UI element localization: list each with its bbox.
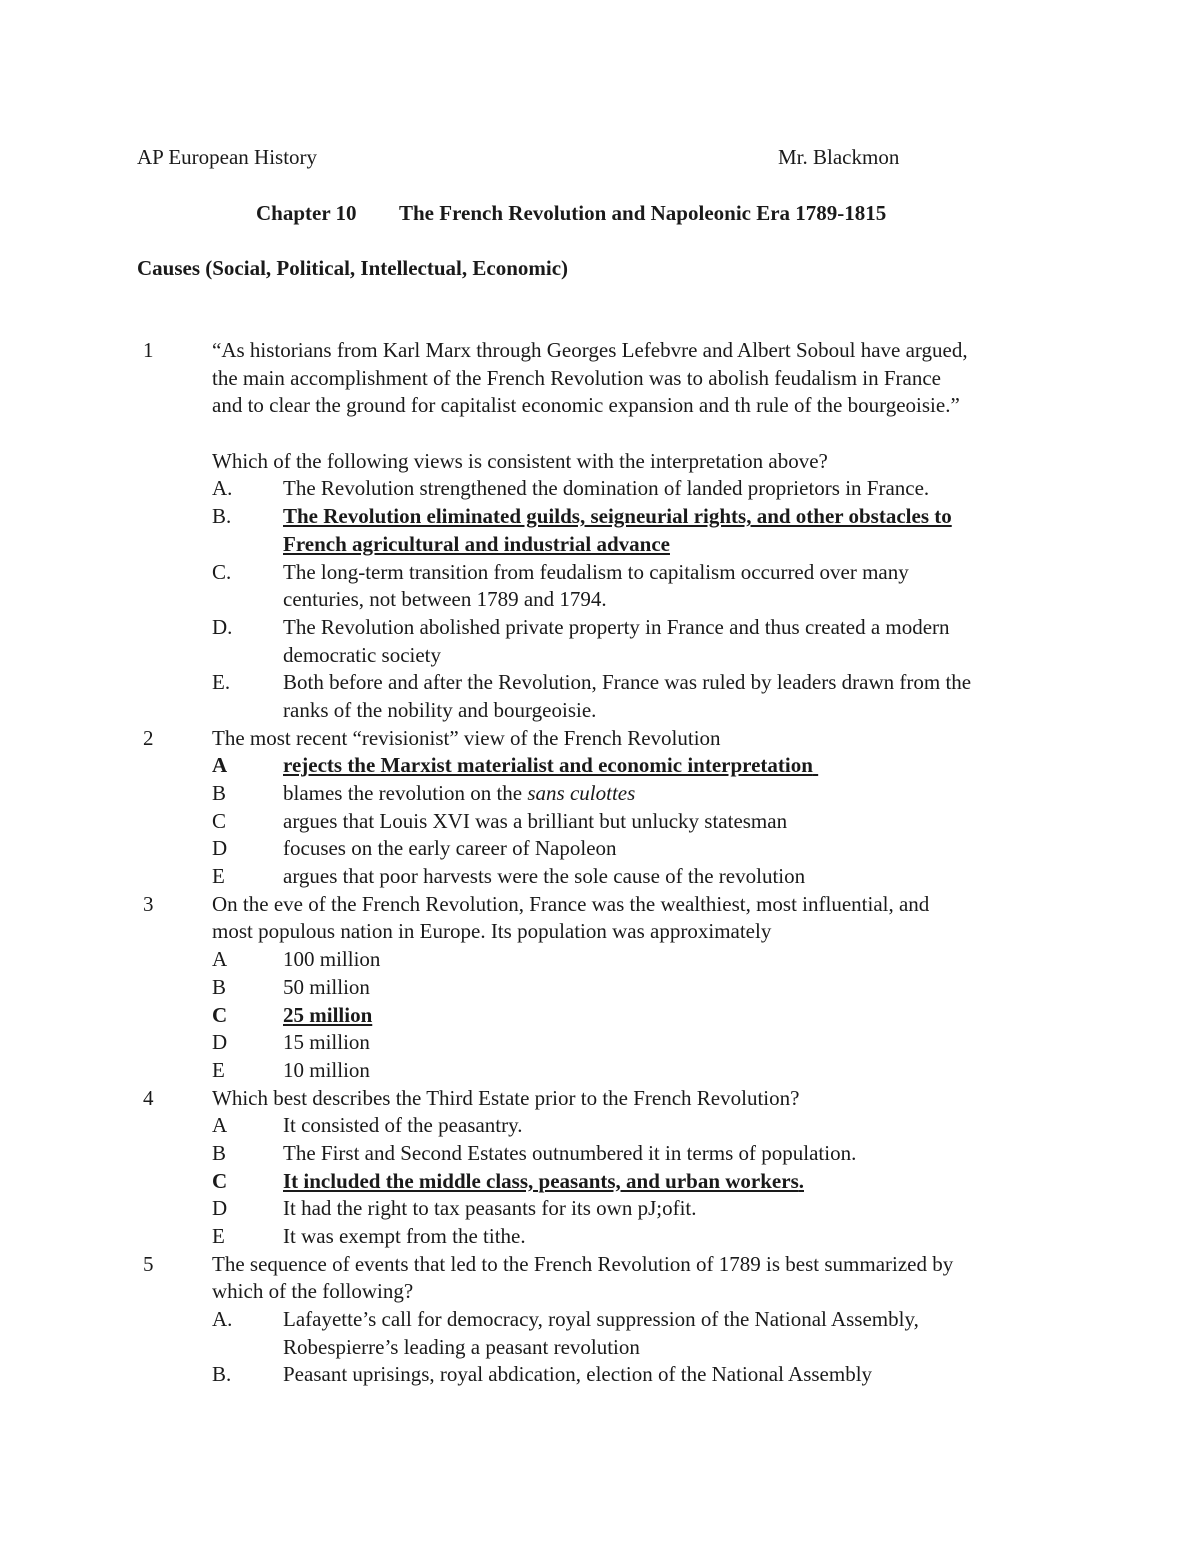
option-line — [137, 1057, 1077, 1085]
chapter-number: Chapter 10 — [256, 201, 357, 225]
option-text: Peasant uprisings, royal abdication, election of the National Assembly — [283, 1362, 873, 1387]
option-letter: C — [212, 808, 227, 833]
option-line — [137, 1112, 1077, 1140]
option-text: 50 million — [283, 974, 370, 999]
question-2-prompt: The most recent “revisionist” view of the French Revolution — [212, 725, 721, 750]
option-letter: E. — [212, 670, 231, 695]
question-2-number: 2 — [143, 725, 154, 750]
option-line — [137, 946, 1077, 974]
option-text: 100 million — [283, 947, 381, 972]
option-line — [137, 1223, 1077, 1251]
option-line — [137, 1361, 1077, 1389]
question-4-line — [137, 1085, 1077, 1113]
option-text: It was exempt from the tithe. — [283, 1224, 526, 1248]
chapter-heading — [256, 199, 886, 227]
option-letter: A — [212, 753, 228, 778]
option-letter: B — [212, 781, 227, 805]
option-text: Lafayette’s call for democracy, royal suppression of the National Assembly, — [283, 1307, 919, 1332]
option-line-answer — [137, 1002, 1077, 1030]
option-letter: A — [212, 1113, 228, 1138]
option-text-answer: It included the middle class, peasants, and urban workers — [283, 1168, 799, 1193]
question-3-prompt: most populous nation in Europe. Its population was approximately — [212, 919, 772, 944]
question-1-quote-line: and to clear the ground for capitalist economic expansion and th rule of the bourgeoisie.” — [212, 393, 960, 418]
option-letter: B — [212, 974, 227, 999]
option-line — [137, 669, 1077, 697]
option-italic-term: sans culottes — [527, 781, 636, 805]
option-letter: C — [212, 1002, 228, 1027]
question-1-line — [137, 337, 1077, 365]
option-letter: B. — [212, 504, 232, 529]
option-line — [137, 1306, 1077, 1334]
option-letter: C — [212, 1168, 228, 1193]
option-text: argues that poor harvests were the sole cause of the revolution — [283, 864, 806, 889]
question-1-quote-line: “As historians from Karl Marx through Georges Lefebvre and Albert Soboul have argued, — [212, 338, 968, 362]
option-trailing-period: . — [798, 1168, 804, 1193]
option-line — [137, 475, 1077, 503]
option-text-answer: The Revolution eliminated guilds, seigneurial rights, and other obstacles to — [283, 504, 952, 529]
option-letter: D — [212, 1030, 228, 1055]
option-letter: A. — [212, 1307, 233, 1332]
question-list — [137, 337, 1077, 1389]
option-letter: E — [212, 864, 225, 889]
option-text: The Revolution abolished private property in France and thus created a modern — [283, 614, 950, 639]
option-line-answer — [137, 752, 1077, 780]
question-3-prompt: On the eve of the French Revolution, France was the wealthiest, most influential, and — [212, 891, 930, 916]
question-1-number: 1 — [143, 338, 154, 362]
option-text: Both before and after the Revolution, France was ruled by leaders drawn from the — [283, 670, 972, 695]
option-line — [137, 863, 1077, 891]
option-line — [137, 835, 1077, 863]
option-letter: A. — [212, 476, 233, 501]
option-text: argues that Louis XVI was a brilliant but unlucky statesman — [283, 808, 788, 833]
question-5-number: 5 — [143, 1251, 154, 1276]
teacher-name: Mr. Blackmon — [778, 145, 900, 169]
option-text: focuses on the early career of Napoleon — [283, 836, 617, 861]
option-line — [137, 780, 1077, 808]
option-letter: B — [212, 1140, 227, 1165]
option-text-answer: rejects the Marxist materialist and economic interpretation — [283, 753, 813, 778]
option-text: 10 million — [283, 1057, 370, 1082]
option-letter: C. — [212, 559, 232, 584]
answer-underline-run — [212, 1002, 372, 1030]
question-3-line — [137, 891, 1077, 919]
option-letter: D — [212, 1196, 228, 1221]
option-letter: A — [212, 947, 228, 972]
option-line — [137, 559, 1077, 587]
question-1-prompt: Which of the following views is consistent with the interpretation above? — [212, 448, 828, 473]
question-4-number: 4 — [143, 1085, 154, 1110]
answer-underline-run — [212, 1168, 804, 1196]
option-text-answer: French agricultural and industrial advance — [283, 531, 670, 556]
option-text: democratic society — [283, 642, 442, 667]
option-line — [137, 614, 1077, 642]
question-1-quote-line: the main accomplishment of the French Revolution was to abolish feudalism in France — [212, 365, 942, 390]
option-text: blames the revolution on the sans culottes — [283, 781, 636, 805]
option-letter: E — [212, 1057, 225, 1082]
option-line-answer — [137, 503, 1077, 531]
option-text: Robespierre’s leading a peasant revolution — [283, 1334, 640, 1359]
option-text: 15 million — [283, 1030, 370, 1055]
option-text: ranks of the nobility and bourgeoisie. — [283, 697, 597, 722]
chapter-title: The French Revolution and Napoleonic Era 1789-1815 — [399, 201, 887, 225]
option-text: centuries, not between 1789 and 1794. — [283, 587, 607, 612]
question-5-line — [137, 1251, 1077, 1279]
course-name: AP European History — [137, 145, 318, 169]
question-4-prompt: Which best describes the Third Estate prior to the French Revolution? — [212, 1085, 800, 1110]
option-line — [137, 1195, 1077, 1223]
option-text: The Revolution strengthened the domination of landed proprietors in France. — [283, 476, 930, 501]
option-text: The long-term transition from feudalism to capitalism occurred over many — [283, 559, 909, 584]
option-line — [137, 1140, 1077, 1168]
option-line — [137, 1029, 1077, 1057]
question-5-prompt: The sequence of events that led to the French Revolution of 1789 is best summarized by — [212, 1251, 954, 1276]
option-text: The First and Second Estates outnumbered it in terms of population. — [283, 1140, 857, 1165]
question-3-number: 3 — [143, 891, 154, 916]
option-letter: B. — [212, 1362, 232, 1387]
option-text: It consisted of the peasantry. — [283, 1113, 523, 1138]
option-letter: D — [212, 836, 228, 861]
option-line-answer — [137, 1168, 1077, 1196]
question-2-line — [137, 725, 1077, 753]
option-line — [137, 808, 1077, 836]
answer-underline-run — [212, 752, 818, 780]
section-title: Causes (Social, Political, Intellectual, Economic) — [137, 256, 569, 280]
option-text-answer: 25 million — [283, 1002, 373, 1027]
option-letter: E — [212, 1224, 225, 1248]
option-letter: D. — [212, 614, 233, 639]
option-text: It had the right to tax peasants for its own pJ;ofit. — [283, 1196, 697, 1221]
option-line — [137, 974, 1077, 1002]
question-5-prompt: which of the following? — [212, 1279, 414, 1304]
